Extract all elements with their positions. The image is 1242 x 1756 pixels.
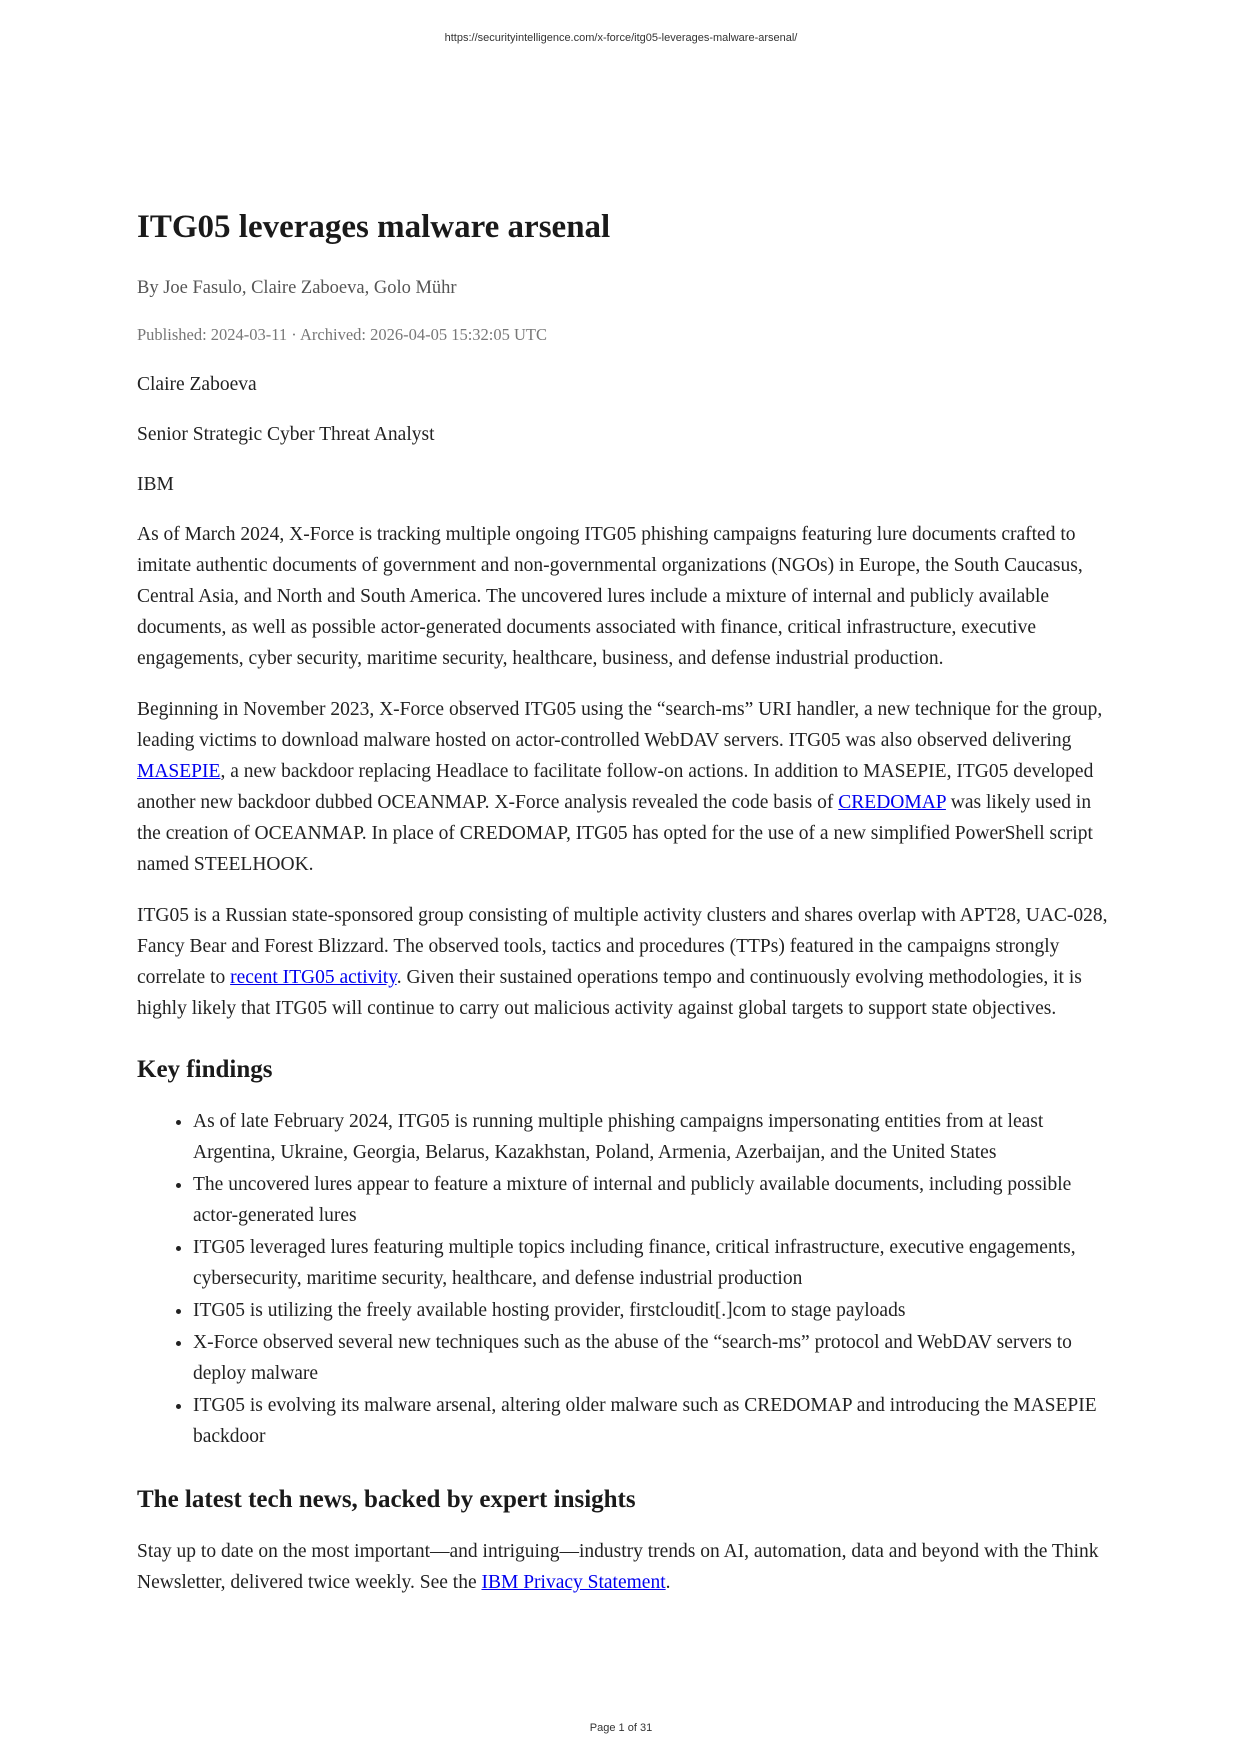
publish-meta: Published: 2024-03-11 · Archived: 2026-04-05 15:32:05 UTC [137,325,548,344]
newsletter-paragraph [137,1536,1117,1598]
list-item: • ITG05 is evolving its malware arsenal, altering older malware such as CREDOMAP and introducing the MASEPIE backdoor [193,1390,1117,1452]
text: Beginning in November 2023, X-Force observed ITG05 using the “search-ms” URI handler, a new technique for the group, leading victims to download malware hosted on actor-controlled WebDAV servers. ITG05 was also observed delivering [137,699,1103,751]
paragraph-attribution [137,900,1117,1024]
list-item: • As of late February 2024, ITG05 is running multiple phishing campaigns impersonating entities from at least Argentina, Ukraine, Georgia, Belarus, Kazakhstan, Poland, Armenia, Azerbaijan, and the United States [193,1106,1117,1168]
key-findings-list [137,1106,1117,1452]
paragraph-intro: As of March 2024, X-Force is tracking multiple ongoing ITG05 phishing campaigns featuring lure documents crafted to imitate authentic documents of government and non-governmental organizations (NGOs) in Europe, the South Caucasus, Central Asia, and North and South America. The uncovered lures include a mixture of internal and publicly available documents, as well as possible actor-generated documents associated with finance, critical infrastructure, executive engagements, cyber security, maritime security, healthcare, business, and defense industrial production. [137,524,1083,669]
author-title: Senior Strategic Cyber Threat Analyst [137,424,435,445]
author-org: IBM [137,474,174,495]
article-title: ITG05 leverages malware arsenal [137,209,611,245]
page-url: https://securityintelligence.com/x-force/itg05-leverages-malware-arsenal/ [444,32,798,44]
list-item: • X-Force observed several new techniques such as the abuse of the “search-ms” protocol and WebDAV servers to deploy malware [193,1327,1117,1389]
credomap-link[interactable]: CREDOMAP [838,792,946,813]
text: was likely used in the creation of OCEANMAP. In place of CREDOMAP, ITG05 has opted for the use of a new simplified PowerShell script named STEELHOOK. [137,792,1093,875]
author-name: Claire Zaboeva [137,374,257,395]
recent-activity-link[interactable]: recent ITG05 activity [230,967,397,988]
page-number: Page 1 of 31 [589,1722,653,1734]
text: . Given their sustained operations tempo and continuously evolving methodologies, it is highly likely that ITG05 will continue to carry out malicious activity against global targets to support state objectives. [137,967,1082,1019]
text: . [665,1572,671,1593]
article [137,205,1117,1618]
byline: By Joe Fasulo, Claire Zaboeva, Golo Mühr [137,278,457,298]
newsletter-heading: The latest tech news, backed by expert insights [137,1486,636,1513]
list-item: • ITG05 leveraged lures featuring multiple topics including finance, critical infrastructure, executive engagements, cybersecurity, maritime security, healthcare, and defense industrial production [193,1232,1117,1294]
paragraph-techniques [137,694,1117,880]
text: ITG05 is a Russian state-sponsored group consisting of multiple activity clusters and shares overlap with APT28, UAC-028, Fancy Bear and Forest Blizzard. The observed tools, tactics and procedures (TTPs) featured in the campaigns strongly correlate to [137,905,1108,988]
masepie-link[interactable]: MASEPIE [137,761,221,782]
text: , a new backdoor replacing Headlace to facilitate follow-on actions. In addition to MASEPIE, ITG05 developed another new backdoor dubbed OCEANMAP. X-Force analysis revealed the code basis of [137,761,1094,813]
list-item: • ITG05 is utilizing the freely available hosting provider, firstcloudit[.]com to stage payloads [193,1295,1117,1326]
key-findings-heading: Key findings [137,1056,273,1083]
list-item: • The uncovered lures appear to feature a mixture of internal and publicly available documents, including possible actor-generated lures [193,1169,1117,1231]
text: Stay up to date on the most important—and intriguing—industry trends on AI, automation, data and beyond with the Think Newsletter, delivered twice weekly. See the [137,1541,1099,1593]
privacy-statement-link[interactable]: IBM Privacy Statement [481,1572,666,1593]
